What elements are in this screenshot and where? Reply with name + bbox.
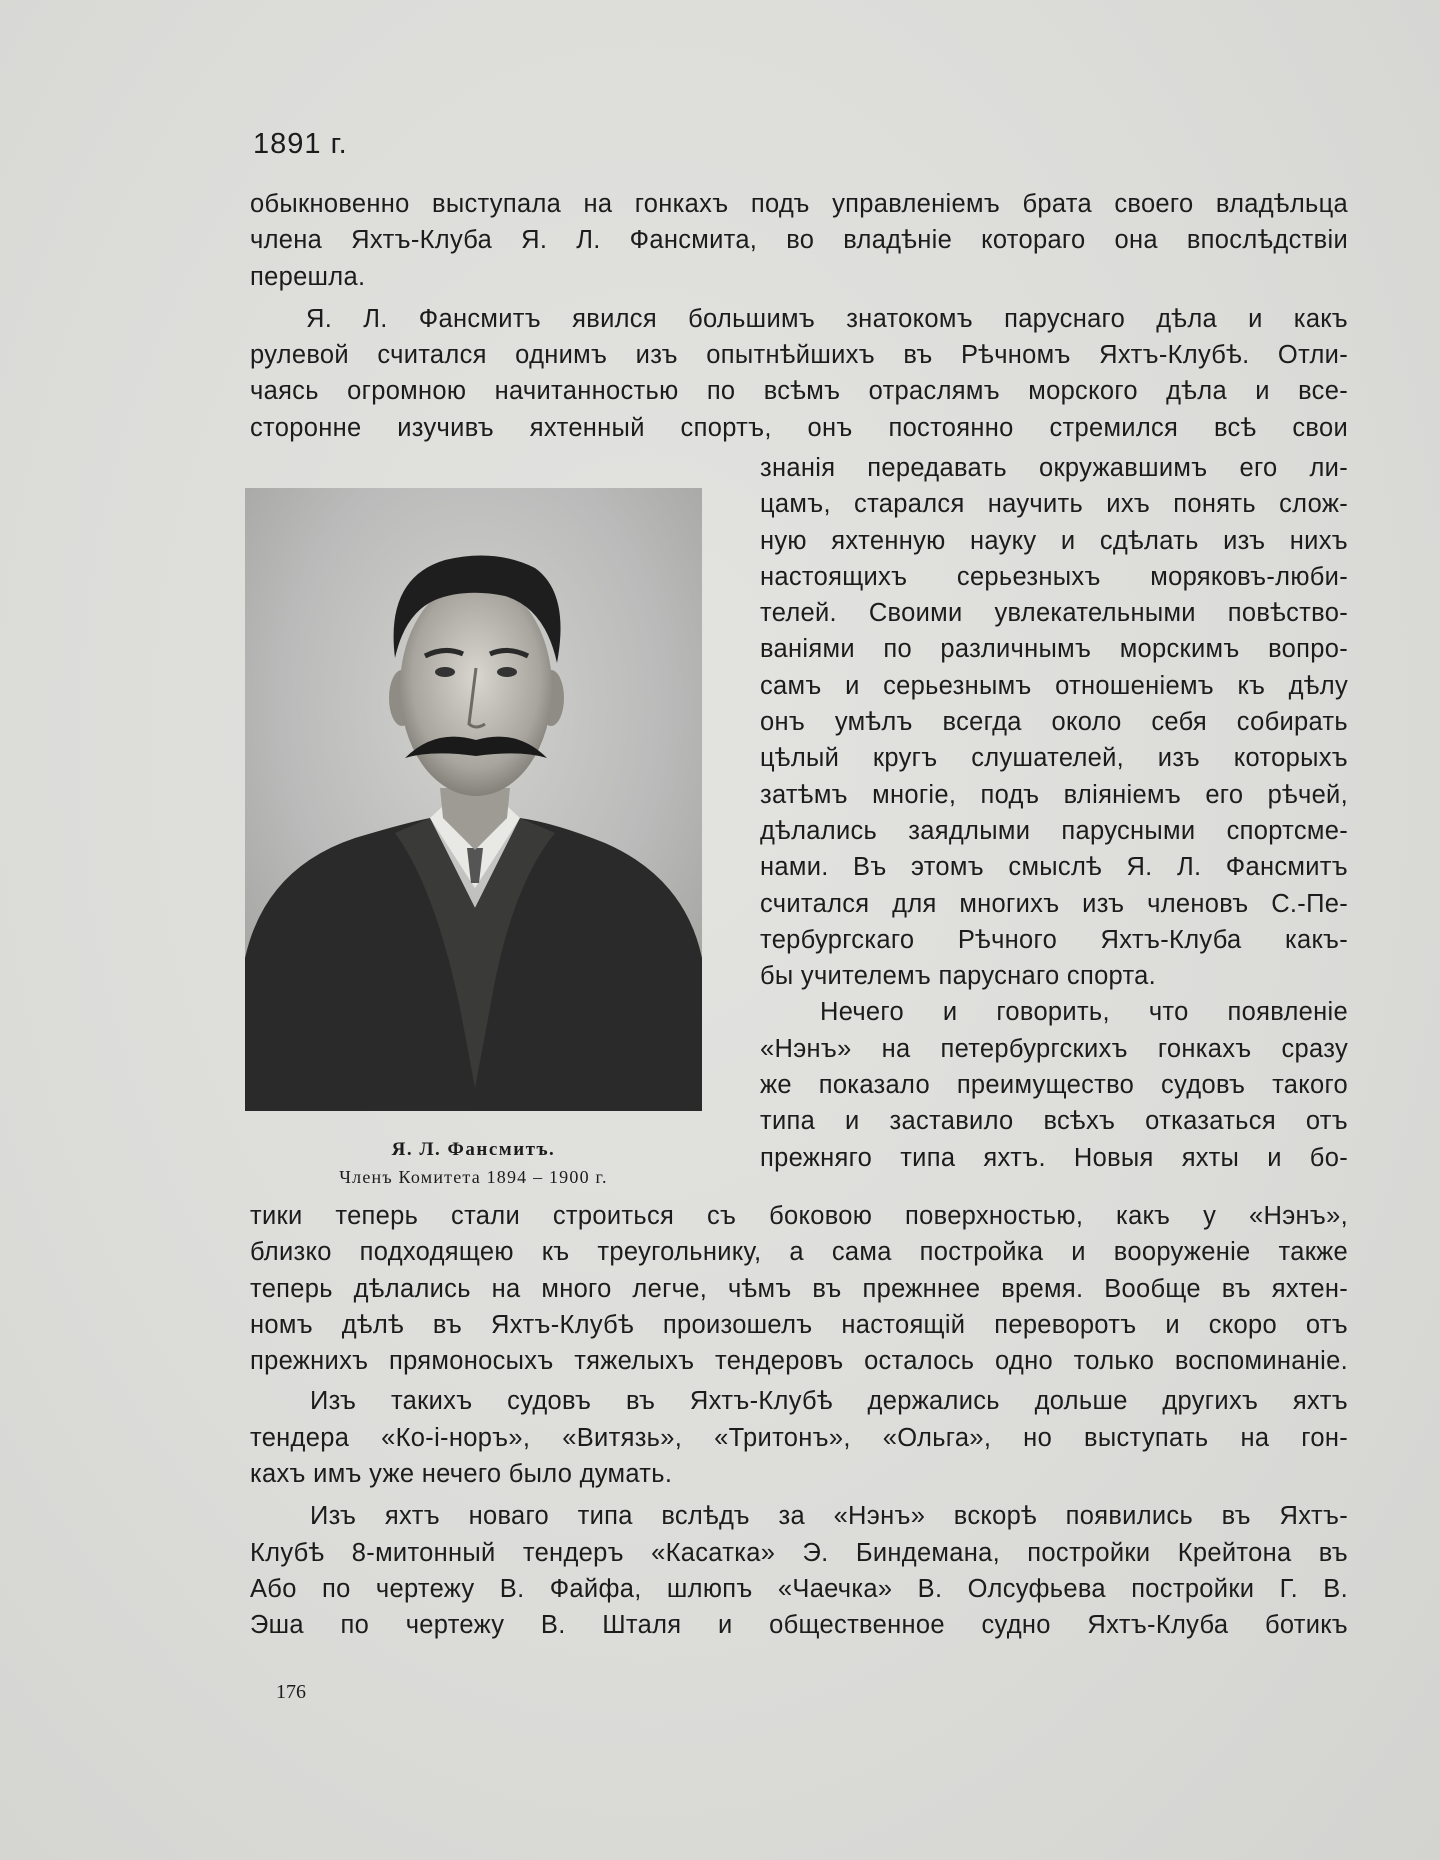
text-line: тендера «Ко-і-норъ», «Витязь», «Тритонъ», «Ольга», но выступать на гон- <box>250 1423 1348 1452</box>
text-line: тики теперь стали строиться съ боковою поверхностью, какъ у «Нэнъ», <box>250 1202 1348 1230</box>
figure-caption <box>245 1136 702 1190</box>
text-line: дѣлались заядлыми парусными спортсме- <box>760 816 1348 845</box>
text-line: прежнихъ прямоносыхъ тяжелыхъ тендеровъ осталось одно только воспоминаніе. <box>250 1347 1348 1376</box>
text-line: цѣлый кругъ слушателей, изъ которыхъ <box>760 744 1348 773</box>
text-line: ную яхтенную науку и сдѣлать изъ нихъ <box>760 526 1348 555</box>
text-line: цамъ, старался научить ихъ понять слож- <box>760 490 1348 519</box>
portrait-illustration <box>245 488 702 1111</box>
text-line: члена Яхтъ-Клуба Я. Л. Фансмита, во владѣніе котораго она впослѣдствіи <box>250 226 1348 255</box>
text-line: «Нэнъ» на петербургскихъ гонкахъ сразу <box>760 1034 1348 1063</box>
text-line: Эша по чертежу В. Шталя и общественное судно Яхтъ-Клуба ботикъ <box>250 1611 1348 1640</box>
text-block-bottom <box>250 1198 1348 1644</box>
text-line: тербургскаго Рѣчного Яхтъ-Клуба какъ- <box>760 925 1348 954</box>
portrait-photo <box>245 488 702 1111</box>
text-line: рулевой считался однимъ изъ опытнѣйшихъ въ Рѣчномъ Яхтъ-Клубѣ. Отли- <box>250 341 1348 370</box>
text-line: онъ умѣлъ всегда около себя собирать <box>760 708 1348 737</box>
text-line: Клубѣ 8-митонный тендеръ «Касатка» Э. Биндемана, постройки Крейтона въ <box>250 1538 1348 1567</box>
text-line: сторонне изучивъ яхтенный спортъ, онъ постоянно стремился всѣ свои <box>250 413 1348 442</box>
text-line: обыкновенно выступала на гонкахъ подъ управленіемъ брата своего владѣльца <box>250 190 1348 218</box>
text-line: Изъ яхтъ новаго типа вслѣдъ за «Нэнъ» вскорѣ появились въ Яхтъ- <box>310 1502 1348 1531</box>
text-block-top <box>250 186 1348 446</box>
text-line: ваніями по различнымъ морскимъ вопро- <box>760 635 1348 664</box>
text-line: перешла. <box>250 262 366 291</box>
text-line: самъ и серьезнымъ отношеніемъ къ дѣлу <box>760 671 1348 700</box>
text-line: номъ дѣлѣ въ Яхтъ-Клубѣ произошелъ настоящій переворотъ и скоро отъ <box>250 1310 1348 1339</box>
text-line: настоящихъ серьезныхъ моряковъ-люби- <box>760 562 1348 591</box>
caption-role: Членъ Комитета 1894 – 1900 г. <box>339 1167 608 1187</box>
text-line: нами. Въ этомъ смыслѣ Я. Л. Фансмитъ <box>760 853 1348 882</box>
text-line: Нечего и говорить, что появленіе <box>820 998 1348 1027</box>
text-line: типа и заставило всѣхъ отказаться отъ <box>760 1107 1348 1136</box>
text-line: чаясь огромною начитанностью по всѣмъ отраслямъ морского дѣла и все- <box>250 377 1348 406</box>
text-line: знанія передавать окружавшимъ его ли- <box>760 454 1348 482</box>
text-line: близко подходящею къ треугольнику, а сама постройка и вооруженіе также <box>250 1238 1348 1267</box>
text-line: Або по чертежу В. Файфа, шлюпъ «Чаечка» В. Олсуфьева постройки Г. В. <box>250 1574 1348 1603</box>
text-line: Изъ такихъ судовъ въ Яхтъ-Клубѣ держались дольше другихъ яхтъ <box>310 1387 1348 1416</box>
text-line: же показало преимущество судовъ такого <box>760 1071 1348 1100</box>
text-line: считался для многихъ изъ членовъ С.-Пе- <box>760 889 1348 918</box>
caption-name: Я. Л. Фансмитъ. <box>391 1139 556 1160</box>
text-line: Я. Л. Фансмитъ явился большимъ знатокомъ паруснаго дѣла и какъ <box>306 304 1348 333</box>
text-line: затѣмъ многіе, подъ вліяніемъ его рѣчей, <box>760 780 1348 809</box>
page-number: 176 <box>276 1681 306 1703</box>
text-line: телей. Своими увлекательными повѣство- <box>760 599 1348 628</box>
text-line: бы учителемъ паруснаго спорта. <box>760 962 1157 991</box>
text-line: теперь дѣлались на много легче, чѣмъ въ прежннее время. Вообще въ яхтен- <box>250 1274 1348 1303</box>
text-line: прежняго типа яхтъ. Новыя яхты и бо- <box>760 1143 1348 1172</box>
page-header-year: 1891 г. <box>253 128 348 160</box>
text-line: кахъ имъ уже нечего было думать. <box>250 1460 673 1489</box>
text-block-narrow <box>760 450 1348 1176</box>
